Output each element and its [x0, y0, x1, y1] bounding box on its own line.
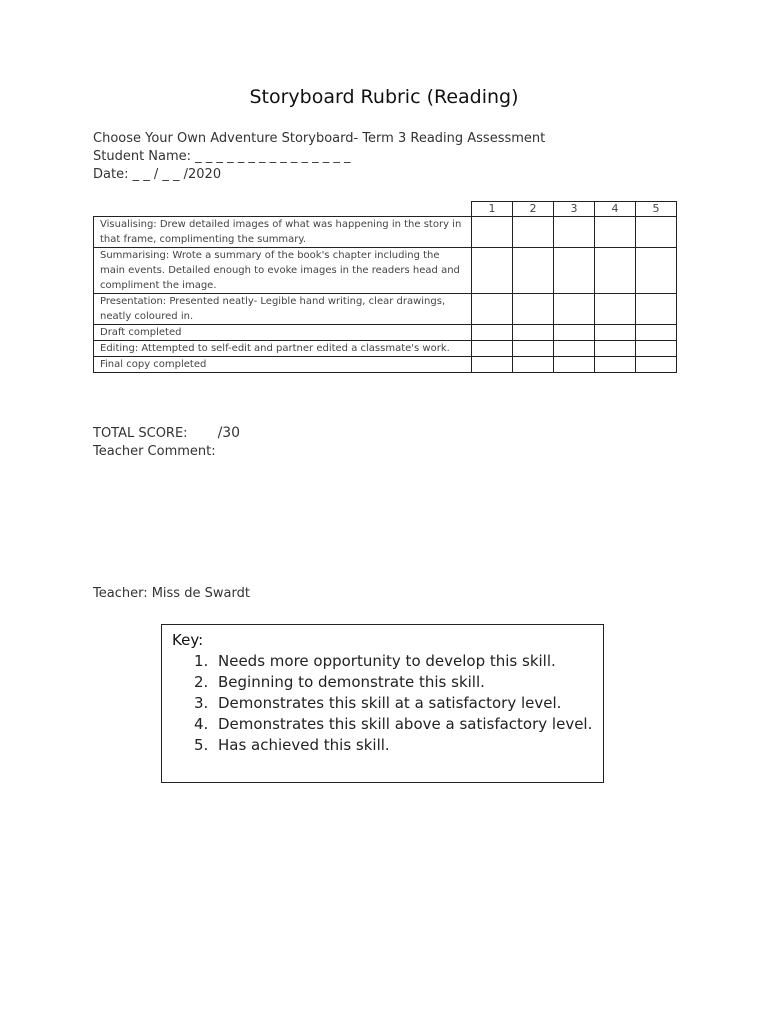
- rubric-row-editing: [94, 341, 677, 357]
- rubric-header-row: [94, 202, 677, 217]
- score-header-3: 3: [554, 202, 595, 217]
- rubric-row-visualising: [94, 217, 677, 248]
- rubric-header-blank: [94, 202, 472, 217]
- teacher-comment-label: Teacher Comment:: [93, 444, 216, 459]
- key-item-number: 1.: [194, 652, 209, 670]
- score-cell[interactable]: [595, 294, 636, 325]
- score-cell[interactable]: [595, 217, 636, 248]
- key-item-number: 3.: [194, 694, 209, 712]
- page-title: Storyboard Rubric (Reading): [249, 86, 519, 108]
- score-cell[interactable]: [554, 217, 595, 248]
- total-score-value: /30: [217, 425, 241, 441]
- key-item: [172, 735, 593, 756]
- total-block: [93, 424, 240, 461]
- rubric-row-final-copy: [94, 357, 677, 373]
- score-cell[interactable]: [513, 341, 554, 357]
- score-cell[interactable]: [636, 294, 677, 325]
- rubric-row-summarising: [94, 248, 677, 294]
- key-item-number: 4.: [194, 715, 209, 733]
- key-item: [172, 651, 593, 672]
- student-name-field[interactable]: Student Name: _ _ _ _ _ _ _ _ _ _ _ _ _ _ _: [93, 149, 351, 164]
- score-cell[interactable]: [554, 341, 595, 357]
- score-cell[interactable]: [595, 357, 636, 373]
- score-header-1: 1: [472, 202, 513, 217]
- key-item-text: Beginning to demonstrate this skill.: [218, 673, 485, 691]
- key-list: [172, 651, 593, 756]
- date-field[interactable]: Date: _ _ / _ _ /2020: [93, 167, 222, 182]
- assessment-line: Choose Your Own Adventure Storyboard- Term 3 Reading Assessment: [93, 131, 546, 146]
- score-cell[interactable]: [472, 357, 513, 373]
- criterion-final-copy: Final copy completed: [94, 357, 472, 373]
- score-cell[interactable]: [595, 248, 636, 294]
- rubric-table: [93, 201, 677, 373]
- key-item-text: Demonstrates this skill at a satisfactory level.: [218, 694, 562, 712]
- score-cell[interactable]: [636, 341, 677, 357]
- criterion-presentation: Presentation: Presented neatly- Legible hand writing, clear drawings, neatly coloured in.: [94, 294, 472, 325]
- criterion-summarising: Summarising: Wrote a summary of the book's chapter including the main events. Detailed enough to evoke images in the readers head and compliment the image.: [94, 248, 472, 294]
- score-cell[interactable]: [636, 325, 677, 341]
- key-title: Key:: [172, 631, 204, 649]
- score-cell[interactable]: [472, 248, 513, 294]
- score-cell[interactable]: [513, 248, 554, 294]
- total-score-label: TOTAL SCORE:: [93, 426, 188, 441]
- key-item-text: Needs more opportunity to develop this skill.: [218, 652, 556, 670]
- score-header-2: 2: [513, 202, 554, 217]
- rubric-row-presentation: [94, 294, 677, 325]
- key-item-text: Has achieved this skill.: [218, 736, 390, 754]
- score-cell[interactable]: [554, 325, 595, 341]
- score-cell[interactable]: [472, 341, 513, 357]
- score-cell[interactable]: [472, 217, 513, 248]
- key-item-number: 2.: [194, 673, 209, 691]
- key-box: [161, 624, 604, 783]
- teacher-name: Teacher: Miss de Swardt: [93, 586, 250, 601]
- score-cell[interactable]: [472, 294, 513, 325]
- key-item-number: 5.: [194, 736, 209, 754]
- score-cell[interactable]: [636, 248, 677, 294]
- rubric-row-draft: [94, 325, 677, 341]
- score-cell[interactable]: [513, 294, 554, 325]
- criterion-draft: Draft completed: [94, 325, 472, 341]
- key-item: [172, 693, 593, 714]
- score-cell[interactable]: [595, 341, 636, 357]
- header-info: [93, 130, 545, 184]
- score-cell[interactable]: [554, 294, 595, 325]
- score-cell[interactable]: [595, 325, 636, 341]
- score-cell[interactable]: [513, 217, 554, 248]
- key-item: [172, 672, 593, 693]
- criterion-visualising: Visualising: Drew detailed images of what was happening in the story in that frame, complimenting the summary.: [94, 217, 472, 248]
- score-header-5: 5: [636, 202, 677, 217]
- score-cell[interactable]: [513, 325, 554, 341]
- score-cell[interactable]: [554, 248, 595, 294]
- key-item: [172, 714, 593, 735]
- score-cell[interactable]: [554, 357, 595, 373]
- score-cell[interactable]: [472, 325, 513, 341]
- total-score-line: [93, 424, 240, 443]
- key-item-text: Demonstrates this skill above a satisfactory level.: [218, 715, 593, 733]
- score-cell[interactable]: [513, 357, 554, 373]
- score-cell[interactable]: [636, 217, 677, 248]
- score-header-4: 4: [595, 202, 636, 217]
- score-cell[interactable]: [636, 357, 677, 373]
- criterion-editing: Editing: Attempted to self-edit and partner edited a classmate's work.: [94, 341, 472, 357]
